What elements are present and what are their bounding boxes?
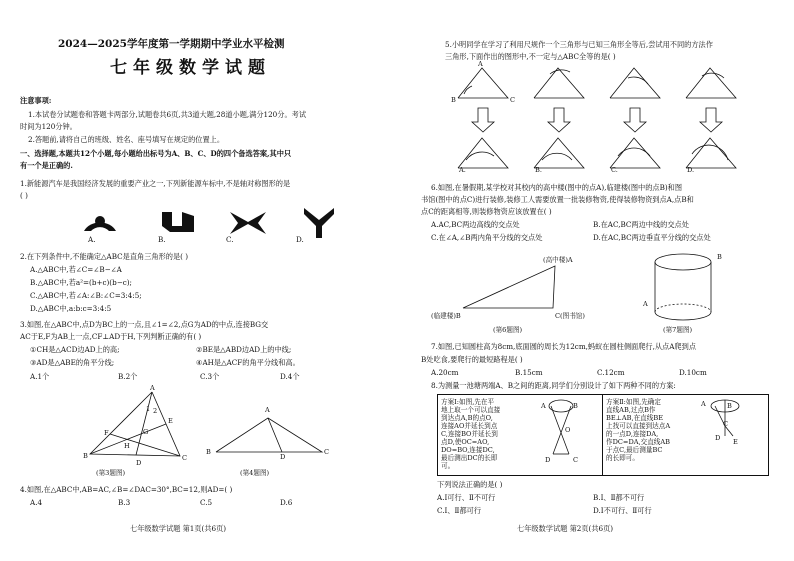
question-6-option-a: A.AC,BC两边高线的交点处 <box>431 220 520 229</box>
option-label-c: C. <box>226 235 234 244</box>
plan-2-text: 直线AB,过点B作 <box>606 406 656 414</box>
fig7-label: B <box>717 253 722 261</box>
plan-2-text: 于点C,最后测量BC <box>606 446 663 454</box>
plan-1-label: A <box>541 402 546 410</box>
fig3-label: F <box>104 429 109 437</box>
question-7-option-d: D.10cm <box>679 368 707 377</box>
fig5-label: B <box>451 96 456 104</box>
question-8-prompt: 下列说法正确的是( ) <box>437 480 503 489</box>
question-3-option-a: A.1个 <box>30 372 50 381</box>
question-3-option-b: B.2个 <box>118 372 138 381</box>
question-8-option-d: D.Ⅰ不可行、Ⅱ可行 <box>593 506 652 515</box>
question-2-option-d: D.△ABC中,a:b:c=3:4:5 <box>30 304 112 313</box>
option-label-a: A. <box>88 235 96 244</box>
page-title: 七年级数学试题 <box>110 58 271 78</box>
fig4-label: C <box>324 448 330 456</box>
fig4-caption: (第4题图) <box>240 469 270 477</box>
question-5-option-b: B. <box>535 166 542 174</box>
section-1-heading: 一、选择题,本题共12个小题,每小题给出标号为A、B、C、D的四个备选答案,其中只 <box>20 149 292 158</box>
fig7-label: A <box>643 300 648 308</box>
plan-1-text: 可。 <box>441 462 455 470</box>
option-label-b: B. <box>158 235 166 244</box>
plan-1-label: D <box>545 456 551 464</box>
fig3-label: B <box>83 452 88 460</box>
plan-2-text: 方案Ⅱ:如图,先确定 <box>606 398 661 406</box>
question-1-stem: 1.新能源汽车是我国经济发展的重要产业之一,下列新能源车标中,不是轴对称图形的是 <box>20 179 291 188</box>
question-6-line-3: 点C的距离相等,则装修物资应该放置在( ) <box>421 207 552 216</box>
question-1-paren: ( ) <box>20 191 28 200</box>
question-7-option-c: C.12cm <box>597 368 625 377</box>
page-footer: 七年级数学试题 第2页(共6页) <box>517 524 614 533</box>
fig5-label: C <box>510 96 516 104</box>
option-label-d: D. <box>296 235 304 244</box>
question-2-stem: 2.在下列条件中,不能确定△ABC是直角三角形的是( ) <box>20 252 189 261</box>
exam-header: 2024—2025学年度第一学期期中学业水平检测 <box>58 38 285 50</box>
figure-5 <box>452 64 742 174</box>
question-3-statement-1: ①CH是△ACD边AD上的高; <box>30 345 120 354</box>
plan-2-text: 作DC=DA,交直线AB <box>606 438 670 446</box>
car-logo-c <box>228 210 268 236</box>
plan-1-text: 点D,使OC=AO, <box>441 438 490 446</box>
fig3-caption: (第3题图) <box>96 469 126 477</box>
plan-1-label: C <box>573 456 579 464</box>
car-logo-d <box>302 206 336 240</box>
figure-3 <box>70 388 190 468</box>
question-3-line-1: 3.如图,在△ABC中,点D为BC上的一点,且∠1=∠2,点G为AD的中点,连接BG交 <box>20 320 269 329</box>
plan-2-text: BE⊥AB,在直线BE <box>606 414 664 422</box>
question-3-statement-2: ②BE是△ABD边AD上的中线; <box>196 345 292 354</box>
question-3-option-d: D.4个 <box>280 372 300 381</box>
question-5-line-1: 5.小明同学在学习了利用尺规作一个三角形与已知三角形全等后,尝试用不同的方法作 <box>445 40 713 49</box>
fig3-label: H <box>124 442 130 450</box>
question-4-option-a: A.4 <box>30 498 43 507</box>
fig6-label: (临建楼)B <box>431 312 461 320</box>
plan-1-text: DO=BO,连接DC, <box>441 446 495 454</box>
question-8-stem: 8.为测量一池塘两端A、B之间的距离,同学们分别设计了如下两种不同的方案: <box>431 381 676 390</box>
plan-1-text: 地上取一个可以直接 <box>441 406 501 414</box>
question-5-line-2: 三角形,下面作出的图形中,不一定与△ABC全等的是( ) <box>445 52 616 61</box>
plan-1-text: 方案Ⅰ:如图,先在平 <box>441 398 495 406</box>
question-6-line-2: 书馆(图中的点C)进行装修,装修工人需要放置一批装修物资,使得装修物资到点A,点B和 <box>421 195 694 204</box>
fig3-label: 2 <box>153 407 158 415</box>
section-1-heading-cont: 有一个是正确的. <box>20 161 73 170</box>
plan-1-text: C,连接BO并延长到 <box>441 430 498 438</box>
question-2-option-c: C.△ABC中,若∠A:∠B:∠C=3:4:5; <box>30 291 142 300</box>
question-7-stem: 7.如图,已知圆柱高为8cm,底面圆的周长为12cm,蚂蚁在圆柱侧面爬行,从点A爬到点 <box>431 342 697 351</box>
fig3-label: C <box>182 454 188 462</box>
notice-item-1-cont: 时间为120分钟。 <box>20 122 77 131</box>
question-6-option-d: D.在AC,BC两边垂直平分线的交点处 <box>593 233 711 242</box>
fig6-caption: (第6题图) <box>493 326 523 334</box>
question-8-option-b: B.Ⅰ、Ⅱ都不可行 <box>593 493 645 502</box>
notice-item-1: 1.本试卷分试题卷和答题卡两部分,试题卷共6页,共3道大题,28道小题,满分120分。考试 <box>28 110 307 119</box>
exam-page-2 <box>397 0 794 561</box>
question-8-option-c: C.Ⅰ、Ⅱ都可行 <box>437 506 482 515</box>
question-2-option-b: B.△ABC中,若a²=(b+c)(b−c); <box>30 278 132 287</box>
plan-2-label: E <box>733 438 738 446</box>
question-5-option-c: C. <box>611 166 618 174</box>
question-3-statement-4: ④AH是△ACF的角平分线和高。 <box>196 358 300 367</box>
question-2-option-a: A.△ABC中,若∠C=∠B−∠A <box>30 265 122 274</box>
fig3-label: G <box>143 428 149 436</box>
question-7-option-b: B.15cm <box>515 368 543 377</box>
plan-1-text: 到达点A,B的点O, <box>441 414 493 422</box>
question-3-line-2: AC于E,F为AB上一点,CF⊥AD于H,下列判断正确的有( ) <box>20 332 202 341</box>
question-4-stem: 4.如图,在△ABC中,AB=AC,∠B=∠DAC=30°,BC=12,则AD=( ) <box>20 485 233 494</box>
question-5-option-d: D. <box>687 166 695 174</box>
figure-7 <box>647 250 727 330</box>
plan-1-text: 连接AO并延长到点 <box>441 422 498 430</box>
plan-2-text: 的一点D,连接DA, <box>606 430 659 438</box>
plan-1-text: 最后测出DC的长即 <box>441 454 498 462</box>
plan-2-label: D <box>715 434 721 442</box>
notice-heading: 注意事项: <box>20 96 52 105</box>
plan-2-text: 的长即可。 <box>606 454 639 462</box>
fig3-label: E <box>168 417 173 425</box>
fig3-label: 1 <box>146 405 151 413</box>
question-7-stem-cont: B处吃食,要爬行的最短路程是( ) <box>421 355 523 364</box>
fig3-label: D <box>136 459 142 467</box>
notice-item-2: 2.答题前,请将自己的班级、姓名、座号填写在规定的位置上。 <box>28 135 225 144</box>
fig6-label: (高中楼)A <box>543 256 573 264</box>
question-4-option-b: B.3 <box>118 498 131 507</box>
question-4-option-c: C.5 <box>200 498 213 507</box>
plan-1-label: B <box>573 402 578 410</box>
question-3-statement-3: ③AD是△ABE的角平分线; <box>30 358 115 367</box>
fig4-label: B <box>206 448 211 456</box>
question-5-option-a: A. <box>459 166 466 174</box>
fig7-caption: (第7题图) <box>663 326 693 334</box>
figure-4 <box>210 412 330 462</box>
fig4-label: A <box>265 406 270 414</box>
plan-2-label: B <box>727 402 732 410</box>
question-4-option-d: D.6 <box>280 498 293 507</box>
question-8-option-a: A.Ⅰ可行、Ⅱ不可行 <box>437 493 496 502</box>
car-logo-a <box>80 205 120 245</box>
plan-table-divider <box>602 394 603 476</box>
question-3-option-c: C.3个 <box>200 372 220 381</box>
plan-2-label: A <box>701 400 706 408</box>
plan-2-label: C <box>723 420 729 428</box>
plan-2-text: 上找可以直接到达点A <box>606 422 671 430</box>
question-6-line-1: 6.如图,在暑假期,某学校对其校内的高中楼(图中的点A),临建楼(图中的点B)和图 <box>431 183 683 192</box>
question-6-option-c: C.在∠A,∠B两内角平分线的交点处 <box>431 233 543 242</box>
fig6-label: C(图书馆) <box>555 312 585 320</box>
fig4-label: D <box>280 453 286 461</box>
plan-1-label: O <box>565 426 571 434</box>
fig5-label: A <box>478 60 483 68</box>
car-logo-b <box>160 208 200 238</box>
question-6-option-b: B.在AC,BC两边中线的交点处 <box>593 220 689 229</box>
question-7-option-a: A.20cm <box>431 368 459 377</box>
page-footer: 七年级数学试题 第1页(共6页) <box>130 524 227 533</box>
fig3-label: A <box>150 384 155 392</box>
